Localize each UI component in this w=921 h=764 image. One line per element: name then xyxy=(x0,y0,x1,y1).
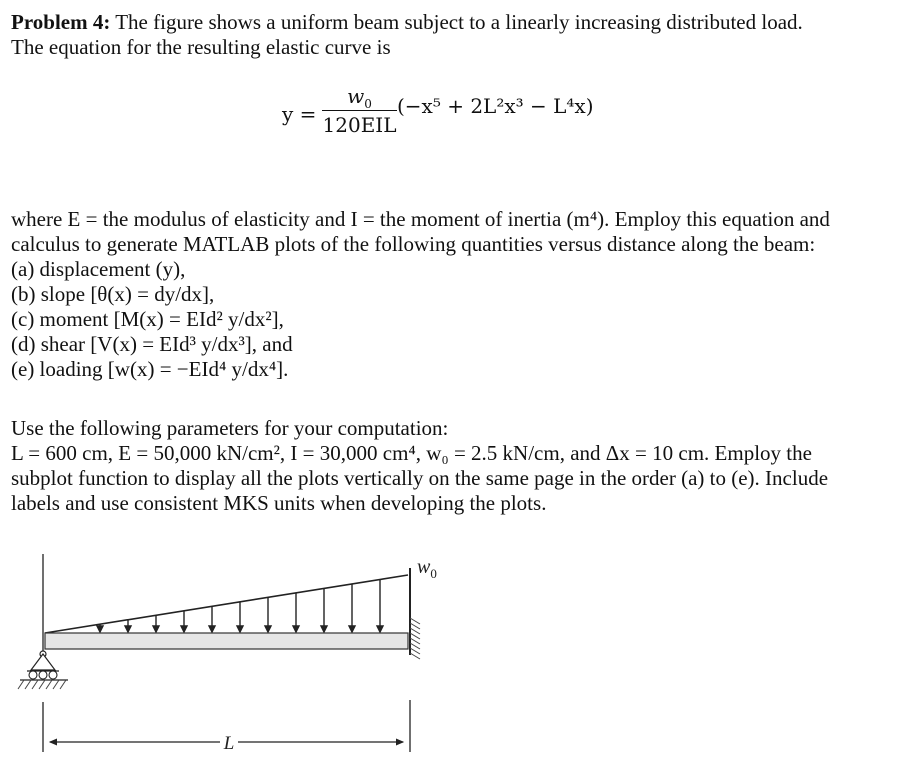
load-arrow-head xyxy=(321,626,327,632)
wall-hatch-line xyxy=(410,643,420,649)
intro-line-1 xyxy=(11,10,916,35)
params-line-4: labels and use consistent MKS units when developing the plots. xyxy=(11,491,547,515)
load-arrow-head xyxy=(97,626,103,632)
pin-support xyxy=(18,651,68,689)
params-line-3: subplot function to display all the plots vertically on the same page in the order (a) to (e). Include xyxy=(11,466,829,490)
wall-hatch-line xyxy=(410,648,420,654)
load-arrow-head xyxy=(237,626,243,632)
numerator-sub: 0 xyxy=(364,97,372,111)
intro-text-1: The figure shows a uniform beam subject to a linearly increasing distributed load. xyxy=(110,10,803,34)
wall-hatch-line xyxy=(410,633,420,639)
quantity-item-e: (e) loading [w(x) = −EId⁴ y/dx⁴]. xyxy=(11,357,289,381)
load-arrow-head xyxy=(209,626,215,632)
wall-hatch-line xyxy=(410,618,420,624)
load-arrow-head xyxy=(349,626,355,632)
equation-denominator: 120EIL xyxy=(322,113,397,137)
problem-intro xyxy=(11,10,916,60)
beam-body xyxy=(45,633,408,649)
intro-line-2: The equation for the resulting elastic curve is xyxy=(11,35,391,59)
load-arrows xyxy=(97,579,383,632)
load-arrow-head xyxy=(181,626,187,632)
params-line-1: Use the following parameters for your computation: xyxy=(11,416,449,440)
fraction-bar xyxy=(322,110,397,111)
quantity-item-d: (d) shear [V(x) = EId³ y/dx³], and xyxy=(11,332,293,356)
beam-figure xyxy=(0,540,921,764)
equation-lhs: y = xyxy=(282,102,317,126)
quantity-item-a: (a) displacement (y), xyxy=(11,257,186,281)
wall-hatch-line xyxy=(410,628,420,634)
wall-hatch-line xyxy=(410,638,420,644)
desc-line-1: where E = the modulus of elasticity and I = the moment of inertia (m⁴). Employ this equation and xyxy=(11,207,830,231)
description xyxy=(11,207,916,382)
load-arrow-head xyxy=(153,626,159,632)
wall-hatch-line xyxy=(410,623,420,629)
problem-label: Problem 4: xyxy=(11,10,111,34)
quantity-item-c: (c) moment [M(x) = EId² y/dx²], xyxy=(11,307,284,331)
parameters xyxy=(11,416,916,516)
load-arrow-head xyxy=(265,626,271,632)
wall-hatch-line xyxy=(410,653,420,659)
load-label: $w_0$ xyxy=(417,556,437,581)
load-arrow-head xyxy=(293,626,299,632)
numerator-w: w xyxy=(347,84,365,108)
load-arrow-head xyxy=(125,626,131,632)
wall-hatching xyxy=(410,618,420,659)
quantity-item-b: (b) slope [θ(x) = dy/dx], xyxy=(11,282,215,306)
params-line-2: L = 600 cm, E = 50,000 kN/cm², I = 30,000 cm⁴, w₀ = 2.5 kN/cm, and Δx = 10 cm. Employ the xyxy=(11,441,812,465)
load-arrow-head xyxy=(377,626,383,632)
equation-rhs: (−x⁵ + 2L²x³ − L⁴x) xyxy=(397,94,594,118)
equation-numerator xyxy=(322,84,397,110)
equation-fraction xyxy=(322,84,397,137)
span-label: L xyxy=(223,733,235,754)
desc-line-2: calculus to generate MATLAB plots of the following quantities versus distance along the beam: xyxy=(11,232,816,256)
